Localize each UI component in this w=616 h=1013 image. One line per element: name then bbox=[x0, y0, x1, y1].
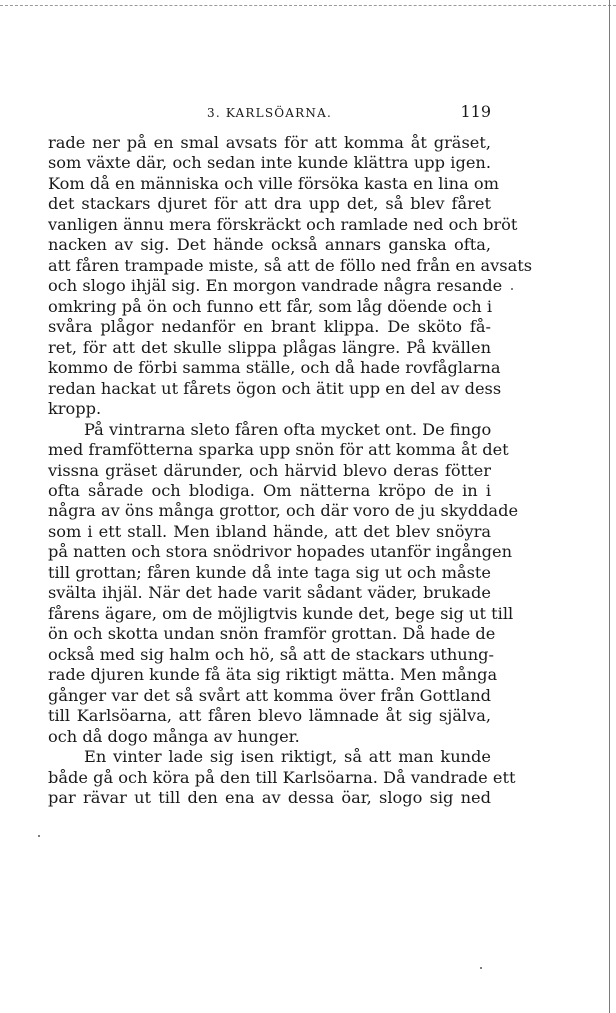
text-line: och då dogo många av hunger. bbox=[48, 726, 300, 746]
text-line: några av öns många grottor, och där voro de ju skyddade bbox=[48, 501, 519, 521]
body-text bbox=[48, 133, 533, 808]
text-line: vanligen ännu mera förskräckt och ramlade ned och bröt bbox=[48, 214, 518, 234]
text-line: ön och skotta undan snön framför grottan. Då hade de bbox=[48, 624, 496, 644]
text-line: att fåren trampade miste, så att de föllo ned från en avsats bbox=[48, 255, 533, 275]
text-line: och slogo ihjäl sig. En morgon vandrade några resande bbox=[48, 276, 503, 296]
text-line: svåra plågor nedanför en brant klippa. De sköto få- bbox=[48, 317, 491, 337]
scan-speck bbox=[480, 967, 482, 969]
text-line: som i ett stall. Men ibland hände, att det blev snöyra bbox=[48, 521, 491, 541]
right-scan-edge bbox=[609, 0, 610, 1013]
text-line: gånger var det så svårt att komma över från Gottland bbox=[48, 685, 491, 705]
text-line: par rävar ut till den ena av dessa öar, slogo sig ned bbox=[48, 788, 491, 807]
text-line: ofta sårade och blodiga. Om nätterna kröpo de in i bbox=[48, 480, 491, 500]
text-line: nacken av sig. Det hände också annars ganska ofta, bbox=[48, 235, 491, 255]
text-line: Kom då en människa och ville försöka kasta en lina om bbox=[48, 173, 499, 193]
text-line: kommo de förbi samma ställe, och då hade rovfåglarna bbox=[48, 358, 501, 378]
text-line: rade djuren kunde få äta sig riktigt mätta. Men många bbox=[48, 665, 498, 685]
scan-speck bbox=[511, 288, 513, 290]
text-line: som växte där, och sedan inte kunde klättra upp igen. bbox=[48, 153, 491, 173]
page-number: 119 bbox=[460, 102, 491, 121]
text-line: fårens ägare, om de möjligtvis kunde det, bege sig ut till bbox=[48, 603, 514, 623]
text-line: också med sig halm och hö, så att de stackars uthung- bbox=[48, 644, 494, 664]
text-line: med framfötterna sparka upp snön för att komma åt det bbox=[48, 440, 509, 460]
text-line: det stackars djuret för att dra upp det, så blev fåret bbox=[48, 194, 491, 214]
chapter-title: 3. KARLSÖARNA. bbox=[207, 106, 332, 120]
text-line: kropp. bbox=[48, 399, 102, 419]
text-line: vissna gräset därunder, och härvid blevo deras fötter bbox=[48, 460, 491, 480]
top-scan-edge bbox=[0, 5, 616, 6]
text-line: omkring på ön och funno ett får, som låg döende och i bbox=[48, 296, 493, 316]
text-line: svälta ihjäl. När det hade varit sådant väder, brukade bbox=[48, 583, 491, 603]
text-line: ret, för att det skulle slippa plågas längre. På kvällen bbox=[48, 337, 491, 357]
text-line: till Karlsöarna, att fåren blevo lämnade åt sig själva, bbox=[48, 706, 491, 726]
text-line: rade ner på en smal avsats för att komma åt gräset, bbox=[48, 133, 491, 152]
text-line: redan hackat ut fårets ögon och ätit upp en del av dess bbox=[48, 378, 502, 398]
scan-speck bbox=[38, 835, 40, 837]
text-line: både gå och köra på den till Karlsöarna. Då vandrade ett bbox=[48, 767, 516, 787]
text-line: till grottan; fåren kunde då inte taga sig ut och måste bbox=[48, 562, 491, 582]
text-line: på natten och stora snödrivor hopades utanför ingången bbox=[48, 542, 513, 562]
running-head bbox=[48, 100, 491, 124]
text-line: En vinter lade sig isen riktigt, så att man kunde bbox=[84, 747, 491, 767]
text-line: På vintrarna sleto fåren ofta mycket ont. De fingo bbox=[84, 419, 492, 439]
